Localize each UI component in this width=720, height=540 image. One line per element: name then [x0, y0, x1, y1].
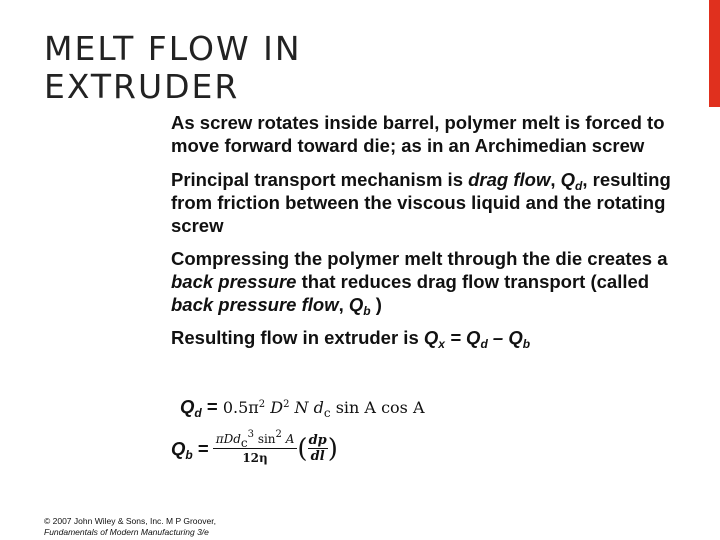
bullet-text: Principal transport mechanism is [171, 169, 469, 190]
exponent: 2 [275, 429, 282, 440]
symbol-q: Q [560, 169, 576, 190]
equation-text: πDd [215, 432, 241, 446]
symbol-q: Q [180, 396, 195, 417]
footer-line-2: Fundamentals of Modern Manufacturing 3/e [44, 527, 209, 537]
copyright-footer [44, 516, 216, 538]
bullet-text: that reduces drag flow transport (called [296, 271, 650, 292]
bullet-text: Compressing the polymer melt through the die creates a [171, 248, 668, 269]
equation-text: = Q [444, 327, 481, 348]
term-drag-flow: drag flow [468, 169, 551, 190]
title-line-2: EXTRUDER [44, 67, 240, 106]
exponent: 2 [258, 399, 266, 410]
slide-title [44, 30, 302, 106]
exponent: 2 [283, 399, 290, 410]
fraction [213, 429, 298, 465]
equation-text: D [265, 398, 284, 417]
gradient-denominator: dl [310, 449, 325, 464]
symbol-sub: b [185, 447, 193, 462]
bullet-screw-rotation: As screw rotates inside barrel, polymer melt is forced to move forward toward die; as in an Archimedian screw [171, 112, 665, 156]
subscript: c [240, 436, 248, 450]
bullet-text: , resulting from friction between the viscous liquid and the rotating screw [171, 169, 671, 236]
gradient-numerator: dp [308, 433, 327, 448]
title-line-1: MELT FLOW IN [44, 29, 302, 68]
symbol-q: Q [423, 327, 439, 348]
bullet-text: ) [370, 294, 382, 315]
term-back-pressure: back pressure [171, 271, 297, 292]
equation-text: sin [254, 432, 276, 446]
bullet-drag-flow [171, 168, 671, 237]
symbol-sub: x [438, 337, 445, 351]
equals-sign: = [201, 396, 223, 417]
bullet-back-pressure [171, 247, 671, 316]
bullet-text: Resulting flow in extruder is [171, 327, 424, 348]
bullet-resulting-flow [171, 326, 671, 349]
equation-text: 0.5π [222, 398, 259, 417]
fraction-denominator: 12η [242, 451, 268, 465]
subscript: c [323, 406, 331, 420]
equation-text: A [281, 432, 295, 446]
bullet-text: , [338, 294, 349, 315]
equation-text: N d [289, 398, 324, 417]
bullet-text: , [550, 169, 561, 190]
symbol-sub: b [522, 337, 531, 351]
footer-line-1: © 2007 John Wiley & Sons, Inc. M P Groover, [44, 516, 216, 526]
symbol-sub: b [363, 304, 371, 318]
symbol-q: Q [348, 294, 364, 315]
exponent: 3 [247, 429, 254, 440]
pressure-gradient [308, 433, 328, 464]
back-pressure-flow-equation [171, 429, 338, 465]
accent-bar [709, 0, 720, 107]
equals-sign: = [192, 437, 209, 459]
symbol-sub: d [575, 179, 583, 193]
drag-flow-equation [180, 396, 425, 418]
equation-text: sin A cos A [330, 398, 425, 417]
paren-open: ( [297, 433, 308, 464]
symbol-sub: d [194, 406, 202, 420]
paren-close: ) [327, 433, 338, 464]
symbol-q: Q [171, 437, 186, 459]
equation-text: – Q [487, 327, 523, 348]
bullet-list [171, 111, 671, 349]
term-back-pressure-flow: back pressure flow [171, 294, 339, 315]
symbol-sub: d [480, 337, 488, 351]
fraction-numerator [213, 429, 298, 450]
